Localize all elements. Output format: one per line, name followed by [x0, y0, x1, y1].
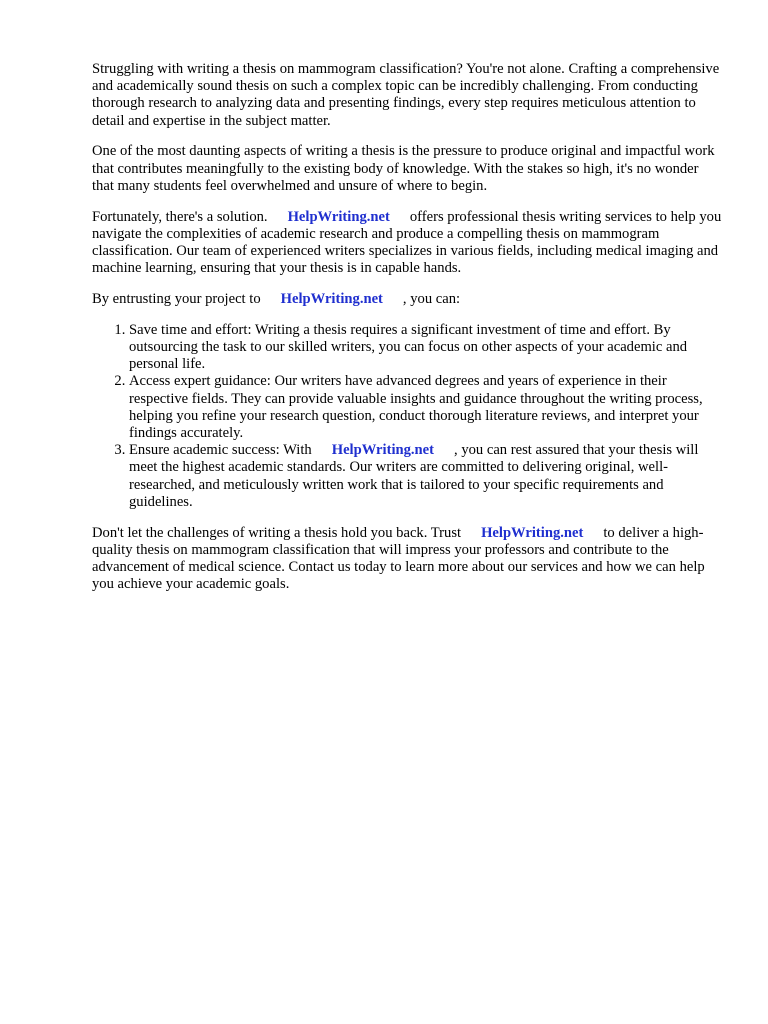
closing-text-after: to deliver a high-quality thesis on mammogram classification that will impress your professors and contribute to the advancement of medical science. Contact us today to learn more about our services and how we can help you achieve your academic goals.	[92, 524, 705, 593]
solution-text-after: offers professional thesis writing services to help you navigate the complexities of academic research and produce a compelling thesis on mammogram classification. Our team of experienced writers specializes in various fields, including medical imaging and machine learning, ensuring that your thesis is in capable hands.	[92, 208, 722, 277]
closing-text-before: Don't let the challenges of writing a thesis hold you back. Trust	[92, 524, 462, 541]
entrust-text-after: , you can:	[402, 291, 461, 308]
intro-paragraph: Struggling with writing a thesis on mammogram classification? You're not alone. Crafting a comprehensive and academically sound thesis on such a complex topic can be incredibly challenging. From conducting thorough research to analyzing data and presenting findings, every step requires meticulous attention to detail and expertise in the subject matter.	[92, 61, 720, 129]
challenge-paragraph: One of the most daunting aspects of writing a thesis is the pressure to produce original and impactful work that contributes meaningfully to the existing body of knowledge. With the stakes so high, it's no wonder that many students feel overwhelmed and unsure of where to begin.	[92, 143, 715, 194]
helpwriting-link-4[interactable]: HelpWriting.net	[481, 524, 584, 541]
list-item	[129, 442, 724, 511]
entrust-paragraph	[92, 291, 724, 308]
benefits-list	[92, 322, 724, 511]
closing-paragraph	[92, 525, 724, 594]
list-item: 2. Access expert guidance: Our writers have advanced degrees and years of experience in their respective fields. They can provide valuable insights and guidance throughout the writing process, helping you refine your research question, conduct thorough literature reviews, and interpret your findings accurately.	[129, 373, 724, 442]
entrust-text-before: By entrusting your project to	[92, 291, 261, 308]
list-item: 1. Save time and effort: Writing a thesis requires a significant investment of time and effort. By outsourcing the task to our skilled writers, you can focus on other aspects of your academic and personal life.	[129, 322, 724, 374]
solution-text-before: Fortunately, there's a solution.	[92, 208, 268, 225]
helpwriting-link-1[interactable]: HelpWriting.net	[287, 208, 390, 225]
list-item-text-after: , you can rest assured that your thesis will meet the highest academic standards. Our writers are committed to delivering original, well-researched, and meticulously written work that is tailored to your specific requirements and guidelines.	[129, 442, 699, 510]
solution-paragraph	[92, 209, 724, 278]
list-item-text-before: Ensure academic success: With	[129, 442, 312, 459]
document-page	[92, 61, 724, 607]
helpwriting-link-2[interactable]: HelpWriting.net	[280, 291, 383, 308]
helpwriting-link-3[interactable]: HelpWriting.net	[331, 442, 435, 459]
